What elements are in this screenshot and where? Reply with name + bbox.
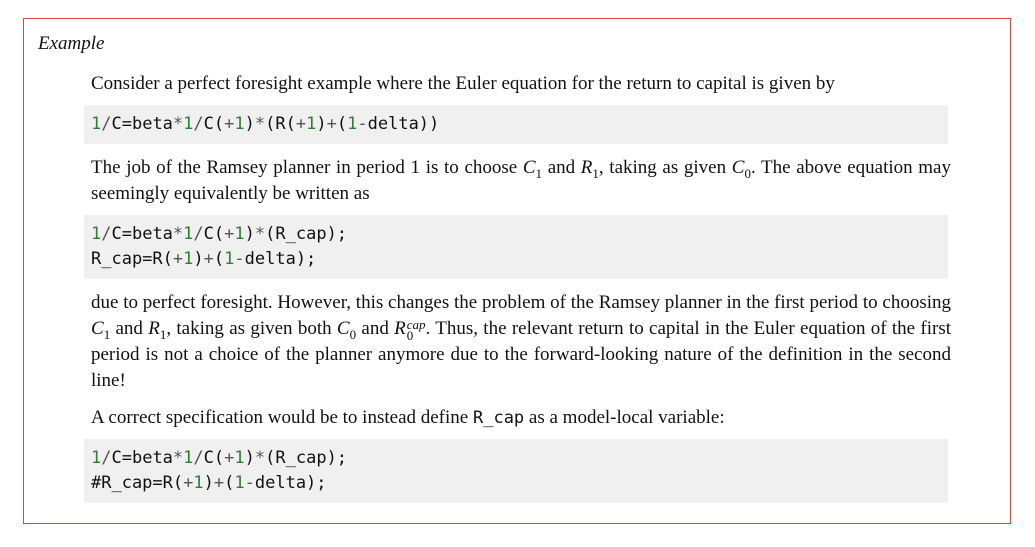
example-admonition bbox=[23, 18, 1011, 524]
code-block-3 bbox=[84, 439, 948, 503]
math-C1: $C_1$ bbox=[522, 157, 543, 181]
admonition-content bbox=[91, 71, 951, 503]
math-C0: $C_0$ bbox=[336, 318, 357, 342]
code-block-1 bbox=[84, 105, 948, 144]
code-line: R_cap=R(+1)+(1-delta); bbox=[91, 249, 317, 269]
paragraph-correct-spec: A correct specification would be to instead define R_cap as a model-local variable: bbox=[91, 407, 725, 428]
code-line: #R_cap=R(+1)+(1-delta); bbox=[91, 473, 327, 493]
code-line: 1/C=beta*1/C(+1)*(R(+1)+(1-delta)) bbox=[91, 114, 440, 134]
math-R1: $R_1$ bbox=[580, 157, 599, 181]
paragraph-ramsey-job: The job of the Ramsey planner in period 1 is to choose $C_1$ and $R_1$, taking as given $C_0$. The above equation may seemingly equivalently be written as bbox=[91, 157, 951, 204]
math-R1: $R_1$ bbox=[148, 318, 167, 342]
code-line: 1/C=beta*1/C(+1)*(R_cap); bbox=[91, 448, 348, 468]
math-C0: $C_0$ bbox=[731, 157, 751, 181]
paragraph-intro: Consider a perfect foresight example where the Euler equation for the return to capital is given by bbox=[91, 73, 835, 94]
inline-code-rcap: R_cap bbox=[472, 408, 525, 428]
code-block-2 bbox=[84, 215, 948, 279]
code-line: 1/C=beta*1/C(+1)*(R_cap); bbox=[91, 224, 348, 244]
admonition-title: Example bbox=[38, 33, 105, 54]
math-R0-cap: R cap 0 bbox=[394, 316, 426, 343]
math-C1: $C_1$ bbox=[91, 318, 111, 342]
paragraph-foresight: due to perfect foresight. However, this changes the problem of the Ramsey planner in the first period to choosing $C_1$ and $R_1$, taking as given both $C_0$ and R cap 0 . Thus, the relevant return to capital in the Euler equation of the first period is not a choice of the planner anymore due to the forward-looking nature of the definition in the second line! bbox=[91, 292, 952, 391]
